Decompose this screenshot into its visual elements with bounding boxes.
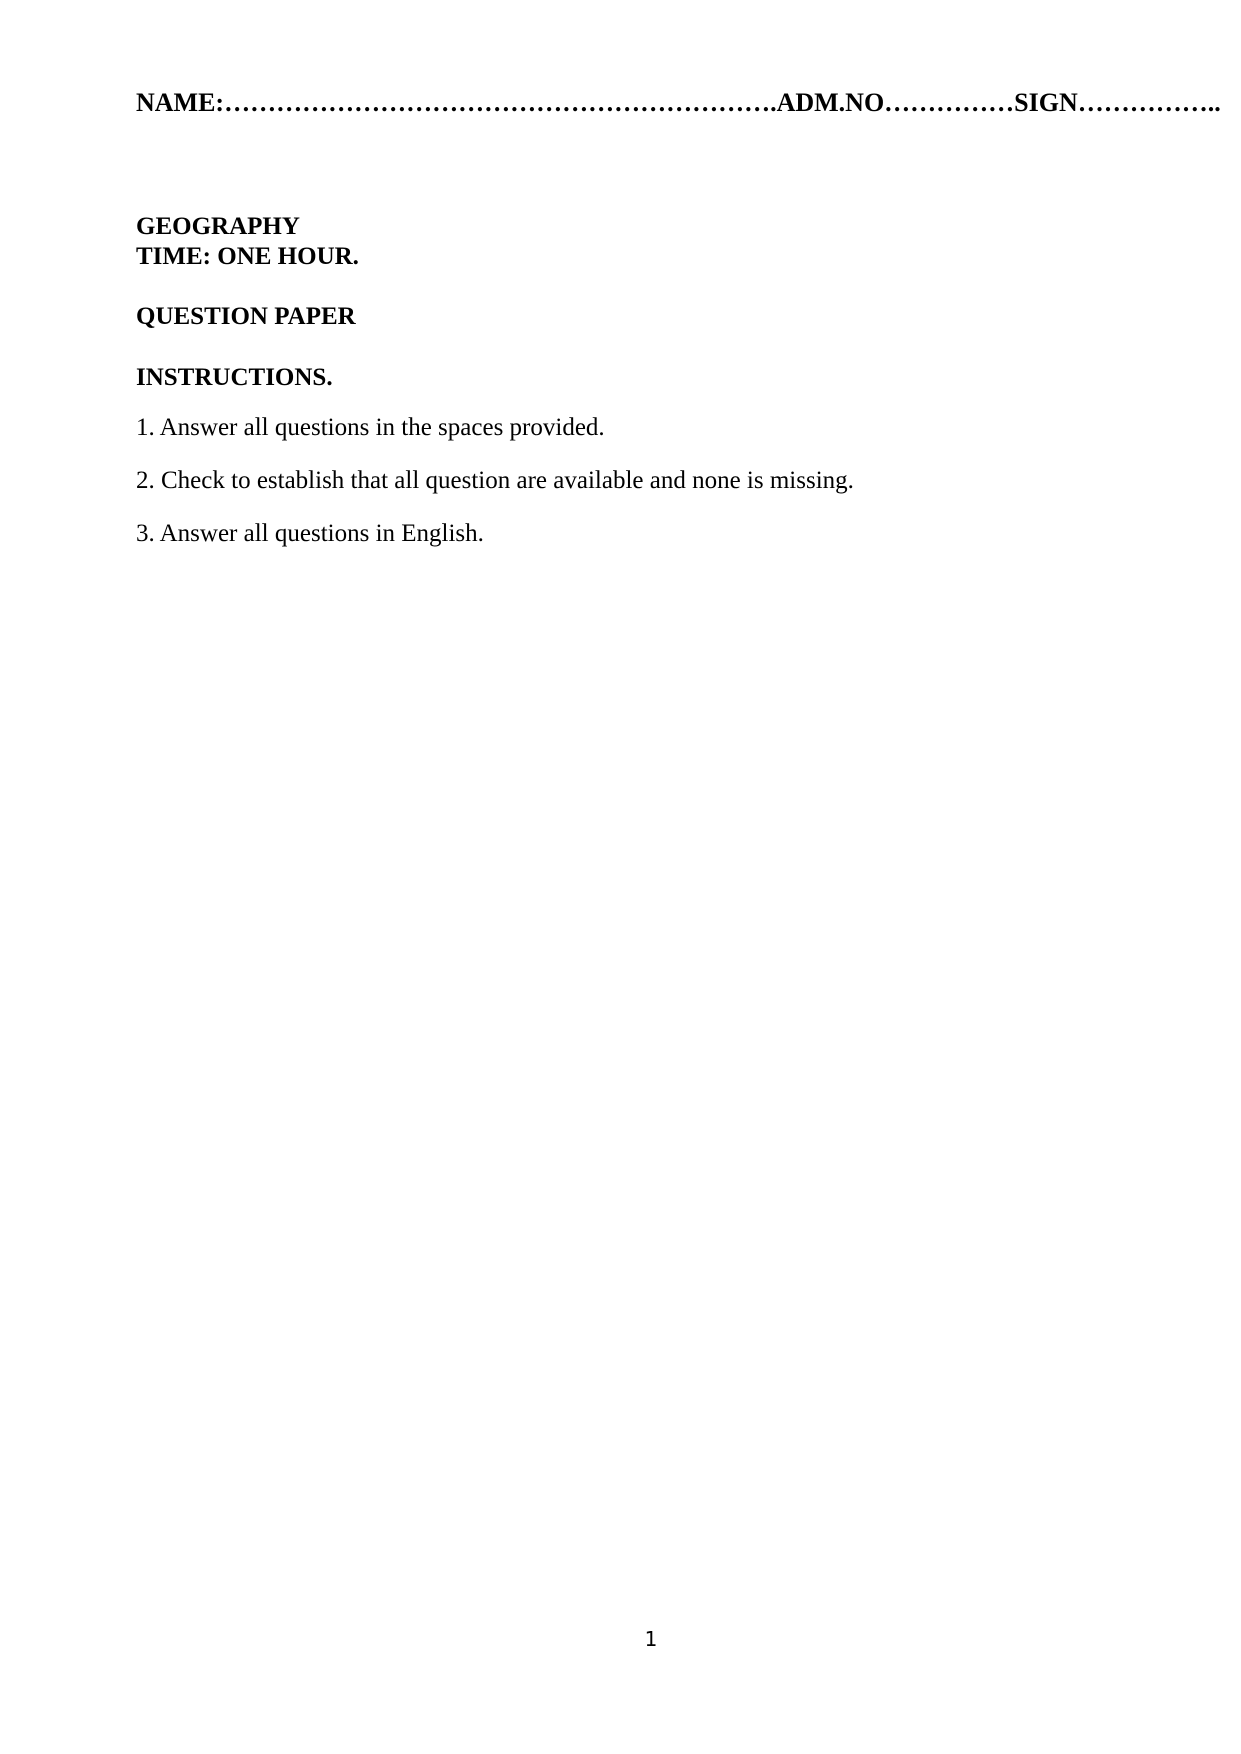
instruction-item: 3. Answer all questions in English. <box>136 520 484 547</box>
exam-duration: TIME: ONE HOUR. <box>136 243 359 270</box>
student-details-line: NAME:……………………………………………………….ADM.NO……………SIGN…………….. <box>136 88 1221 117</box>
instruction-item: 1. Answer all questions in the spaces provided. <box>136 414 605 441</box>
instructions-heading: INSTRUCTIONS. <box>136 364 333 391</box>
subject-title: GEOGRAPHY <box>136 213 300 240</box>
instruction-item: 2. Check to establish that all question are available and none is missing. <box>136 467 854 494</box>
page-number: 1 <box>644 1627 658 1651</box>
paper-type-label: QUESTION PAPER <box>136 303 356 330</box>
instructions-list <box>136 413 854 572</box>
